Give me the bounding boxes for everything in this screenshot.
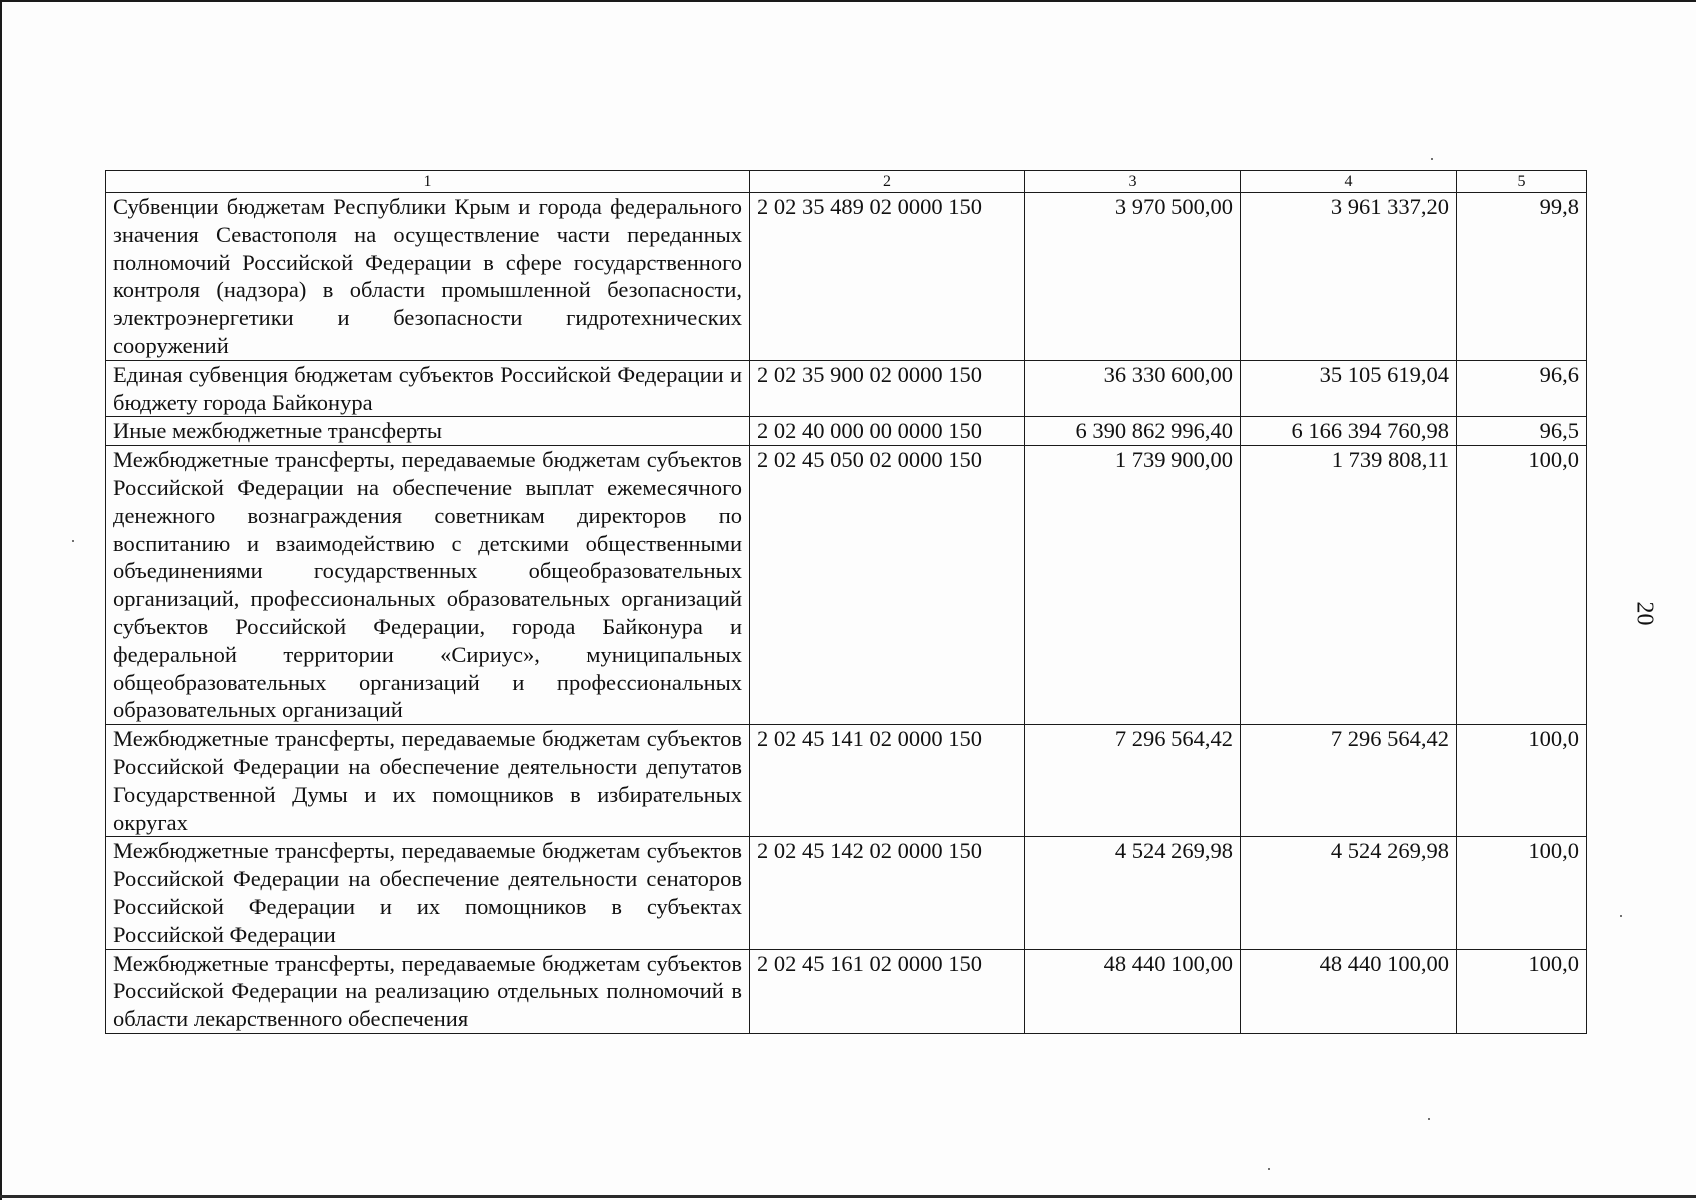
table-row: [106, 949, 1587, 1033]
row-code: 2 02 45 050 02 0000 150: [750, 446, 1025, 725]
row-actual: 6 166 394 760,98: [1241, 417, 1457, 446]
table-row: [106, 193, 1587, 361]
row-actual: 35 105 619,04: [1241, 360, 1457, 417]
row-planned: 7 296 564,42: [1025, 725, 1241, 837]
row-name: Межбюджетные трансферты, передаваемые бюджетам субъектов Российской Федерации на обеспечение деятельности депутатов Государственной Думы и их помощников в избирательных округах: [106, 725, 750, 837]
row-name: Межбюджетные трансферты, передаваемые бюджетам субъектов Российской Федерации на реализацию отдельных полномочий в области лекарственного обеспечения: [106, 949, 750, 1033]
row-code: 2 02 45 141 02 0000 150: [750, 725, 1025, 837]
row-actual: 3 961 337,20: [1241, 193, 1457, 361]
row-percent: 99,8: [1457, 193, 1587, 361]
row-planned: 36 330 600,00: [1025, 360, 1241, 417]
table-row: [106, 360, 1587, 417]
page-number: 20: [1631, 601, 1658, 626]
budget-table: [105, 170, 1587, 1034]
column-number-5: 5: [1457, 171, 1587, 193]
column-number-row: [106, 171, 1587, 193]
column-number-4: 4: [1241, 171, 1457, 193]
row-name: Межбюджетные трансферты, передаваемые бюджетам субъектов Российской Федерации на обеспечение выплат ежемесячного денежного вознаграждения советникам директоров по воспитанию и взаимодействию с детскими общественными объединениями государственных общеобразовательных организаций, профессиональных образовательных организаций субъектов Российской Федерации, города Байконура и федеральной территории «Сириус», муниципальных общеобразовательных организаций и профессиональных образовательных организаций: [106, 446, 750, 725]
row-actual: 4 524 269,98: [1241, 837, 1457, 949]
scan-speck: [72, 540, 74, 542]
row-name: Иные межбюджетные трансферты: [106, 417, 750, 446]
scan-speck: [1431, 158, 1433, 160]
row-code: 2 02 40 000 00 0000 150: [750, 417, 1025, 446]
row-percent: 100,0: [1457, 725, 1587, 837]
column-number-3: 3: [1025, 171, 1241, 193]
row-planned: 48 440 100,00: [1025, 949, 1241, 1033]
scan-speck: [1268, 1168, 1270, 1170]
column-number-2: 2: [750, 171, 1025, 193]
scan-edge-top: [0, 0, 1696, 2]
row-code: 2 02 35 489 02 0000 150: [750, 193, 1025, 361]
row-actual: 7 296 564,42: [1241, 725, 1457, 837]
row-code: 2 02 35 900 02 0000 150: [750, 360, 1025, 417]
row-percent: 96,5: [1457, 417, 1587, 446]
row-planned: 3 970 500,00: [1025, 193, 1241, 361]
row-planned: 1 739 900,00: [1025, 446, 1241, 725]
table-row: [106, 725, 1587, 837]
row-name: Субвенции бюджетам Республики Крым и города федерального значения Севастополя на осуществление части переданных полномочий Российской Федерации в сфере государственного контроля (надзора) в области промышленной безопасности, электроэнергетики и безопасности гидротехнических сооружений: [106, 193, 750, 361]
table-row: [106, 417, 1587, 446]
row-percent: 100,0: [1457, 949, 1587, 1033]
row-code: 2 02 45 161 02 0000 150: [750, 949, 1025, 1033]
row-actual: 1 739 808,11: [1241, 446, 1457, 725]
scan-speck: [1620, 915, 1622, 917]
row-name: Единая субвенция бюджетам субъектов Российской Федерации и бюджету города Байконура: [106, 360, 750, 417]
row-name: Межбюджетные трансферты, передаваемые бюджетам субъектов Российской Федерации на обеспечение деятельности сенаторов Российской Федерации и их помощников в субъектах Российской Федерации: [106, 837, 750, 949]
row-actual: 48 440 100,00: [1241, 949, 1457, 1033]
table-row: [106, 837, 1587, 949]
row-percent: 100,0: [1457, 446, 1587, 725]
column-number-1: 1: [106, 171, 750, 193]
row-planned: 6 390 862 996,40: [1025, 417, 1241, 446]
scan-speck: [1428, 1118, 1430, 1120]
row-code: 2 02 45 142 02 0000 150: [750, 837, 1025, 949]
table-row: [106, 446, 1587, 725]
scan-edge-left: [0, 0, 2, 1200]
row-percent: 100,0: [1457, 837, 1587, 949]
row-planned: 4 524 269,98: [1025, 837, 1241, 949]
scan-edge-bottom: [0, 1195, 1696, 1198]
row-percent: 96,6: [1457, 360, 1587, 417]
